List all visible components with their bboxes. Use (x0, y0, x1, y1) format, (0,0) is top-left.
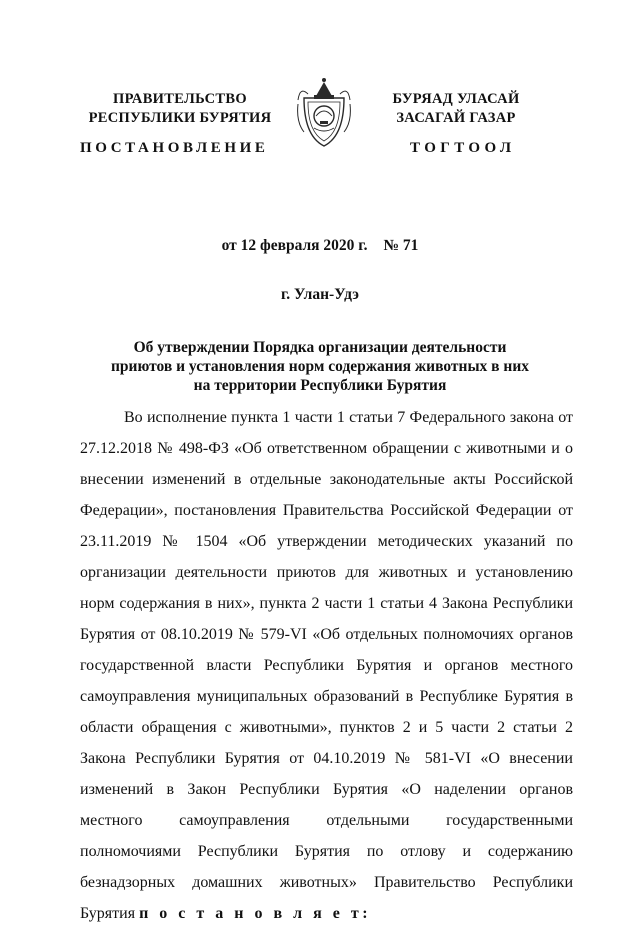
document-body (80, 402, 573, 929)
coat-of-arms-icon (294, 76, 354, 150)
header-right-block (358, 90, 554, 128)
document-title (90, 338, 550, 395)
document-date: от 12 февраля 2020 г. (221, 237, 368, 254)
body-paragraph-text: Во исполнение пункта 1 части 1 статьи 7 Федерального закона от 27.12.2018 № 498-ФЗ «Об ответственном обращении с животными и о внесении изменений в отдельные законодательные акты Российской Федерации», постановления Правительства Российской Федерации от 23.11.2019 № 1504 «Об утверждении методических указаний по организации деятельности приютов для животных и установлению норм содержания в них», пункта 2 части 1 статьи 4 Закона Республики Бурятия от 08.10.2019 № 579-VI «Об отдельных полномочиях органов государственной власти Республики Бурятия и органов местного самоуправления муниципальных образований в Республике Бурятия в области обращения с животными», пунктов 2 и 5 части 2 статьи 2 Закона Республики Бурятия от 04.10.2019 № 581-VI «О внесении изменений в Закон Республики Бурятия «О наделении органов местного самоуправления отдельными государственными полномочиями Республики Бурятия по отлову и содержанию безнадзорных домашних животных» Правительство Республики Бурятия (80, 409, 573, 922)
doctype-buryat: ТОГТООЛ (410, 140, 516, 156)
header-left-block (82, 90, 278, 128)
title-line3: на территории Республики Бурятия (193, 377, 447, 394)
body-paragraph (80, 402, 573, 929)
header-left-line1: ПРАВИТЕЛЬСТВО (113, 91, 247, 107)
header-right-line2: ЗАСАГАЙ ГАЗАР (396, 110, 516, 126)
resolves-word: п о с т а н о в л я е т: (139, 905, 372, 922)
header-right-line1: БУРЯАД УЛАСАЙ (392, 91, 520, 107)
date-number-line (0, 237, 640, 255)
doctype-russian: ПОСТАНОВЛЕНИЕ (80, 140, 269, 156)
title-line2: приютов и установления норм содержания животных в них (110, 358, 530, 375)
header-left-line2: РЕСПУБЛИКИ БУРЯТИЯ (88, 110, 272, 126)
document-city: г. Улан-Удэ (280, 286, 359, 303)
document-number: № 71 (383, 237, 419, 254)
title-line1: Об утверждении Порядка организации деятельности (133, 339, 507, 356)
